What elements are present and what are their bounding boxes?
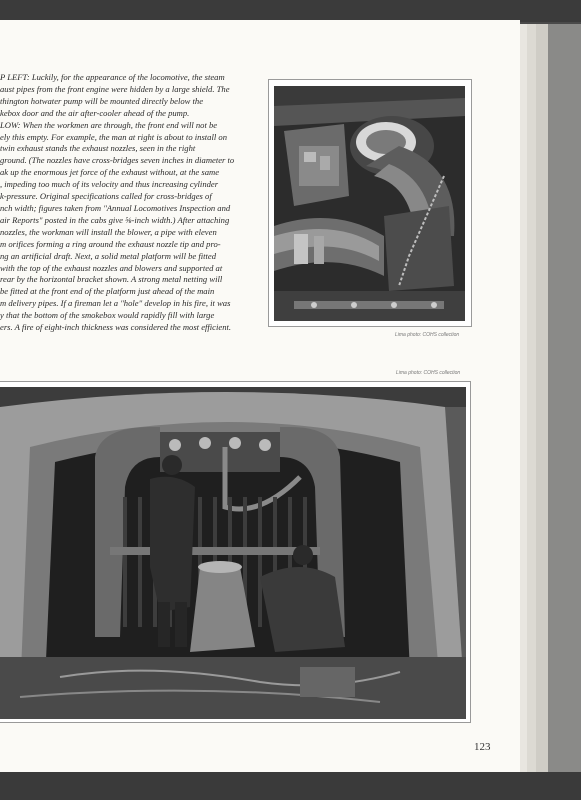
caption-line: twin exhaust stands the exhaust nozzles, seen in the right (0, 143, 196, 154)
scan-background-top (0, 0, 581, 22)
caption-line: LOW: When the workmen are through, the front end will not be (0, 119, 218, 130)
caption-line: nozzles, the workman will install the blower, a pipe with eleven (0, 226, 217, 237)
page-stack-edge (535, 24, 548, 772)
book-cover-edge (547, 24, 581, 772)
caption-line: nch width; figures taken from "Annual Locomotives Inspection and (0, 202, 231, 213)
smokebox-workmen-image (0, 387, 466, 719)
caption-line: ground. (The nozzles have cross-bridges seven inches in diameter to (0, 155, 235, 166)
caption-line: rear by the horizontal bracket shown. A strong metal netting will (0, 274, 223, 285)
scan-background-bottom (0, 772, 581, 800)
caption-line: ng an artificial draft. Next, a solid metal platform will be fitted (0, 250, 217, 261)
caption-line: thington hotwater pump will be mounted directly below the (0, 95, 204, 106)
caption-line: P LEFT: Luckily, for the appearance of the locomotive, the steam (0, 72, 225, 82)
photo-smokebox-workmen (0, 381, 471, 723)
exhaust-pipes-image (274, 86, 465, 321)
photo-exhaust-pipes (268, 79, 472, 327)
caption-line: k-pressure. Original specifications called for cross-bridges of (0, 191, 212, 202)
caption-line: ely this empty. For example, the man at right is about to install on (0, 131, 227, 142)
photo-credit: Lima photo: COHS collection (395, 332, 460, 338)
page-number: 123 (474, 741, 491, 753)
caption-line: kebox door and the air after-cooler ahead of the pump. (0, 107, 190, 118)
caption-line: ak up the enormous jet force of the exhaust without, at the same (0, 167, 220, 178)
caption-text (0, 72, 262, 334)
caption-line: with the top of the exhaust nozzles and blowers and supported at (0, 262, 223, 273)
caption-line: be fitted at the front end of the platform just ahead of the main (0, 286, 215, 297)
photo-credit: Lima photo: COHS collection (396, 370, 461, 376)
caption-line: , impeding too much of its velocity and thus increasing cylinder (0, 179, 219, 190)
page-stack-edge (526, 24, 536, 772)
caption-line: m delivery pipes. If a fireman let a "hole" develop in his fire, it was (0, 298, 231, 309)
caption-line: m orifices forming a ring around the exhaust nozzle tip and pro- (0, 238, 221, 249)
caption-line: y that the bottom of the smokebox would rapidly fill with large (0, 310, 215, 321)
caption-line: aust pipes from the front engine were hidden by a large shield. The (0, 83, 230, 94)
caption-line: air Reports" posted in the cabs give ⅝-inch width.) After attaching (0, 214, 230, 225)
caption-line: ers. A fire of eight-inch thickness was considered the most efficient. (0, 322, 232, 333)
